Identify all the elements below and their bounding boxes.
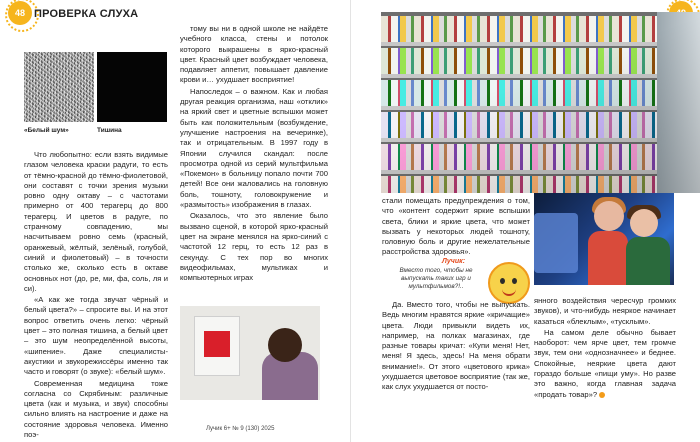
left-column-1 <box>24 150 168 440</box>
caption-silence: Тишина <box>97 127 122 134</box>
paragraph: Напоследок – о важном. Как и любая другая реакция организма, наш «отклик» на яркий свет и цветные вспышки может быть как положительным (возбуждение, улучшение настроения на вечеринке), так и отрицательным. В 1997 году в Японии случился скандал: после просмотра одной из серий мультфильма «Покемон» в больницу попало почти 700 детей! Все они жаловались на головную боль, тошноту, головокружение и «размытость» изображения в глазах. <box>180 86 328 210</box>
footer-issue: Лучик 6+ № 9 (130) 2025 <box>206 426 275 432</box>
page-number-left <box>8 1 32 25</box>
mascot-mouth <box>502 289 516 296</box>
paragraph: Современная медицина тоже согласна со Скрябиным: различные цвета (как и музыка, и звук) способны сильно влиять на настроение и даже на состояние здоровья человека. Именно поэ- <box>24 378 168 440</box>
right-column-2 <box>534 296 676 400</box>
gallery-photo <box>180 306 320 400</box>
end-mark-icon <box>599 392 605 398</box>
luchik-sidebar <box>382 258 530 298</box>
paragraph: Да. Вместо того, чтобы не выпускать. Ведь многим нравятся яркие «кричащие» цвета. Люди привыкли видеть их, например, на полках магазинах, где разные товары кричат: «Купи меня! Нет, меня! Я здесь, здесь! На меня обрати внимание!». От этого «цветового крика» ухудшается цветовое восприятие (так же, как слух ухудшается от посто- <box>382 300 530 392</box>
paragraph: тому вы ни в одной школе не найдёте учебного класса, стены и потолок которого выкрашены в ярко-красный цвет. Красный цвет возбуждает человека, подавляет аппетит, повышает давление крови и… ухудшает восприятие! <box>180 24 328 85</box>
paragraph <box>534 328 676 400</box>
painting-frame <box>194 316 240 376</box>
paragraph: янного воздействия чересчур громких звуков), и что-нибудь неяркое начинает казаться «блеклым», «тусклым». <box>534 296 676 326</box>
section-header: ПРОВЕРКА СЛУХА <box>34 8 139 20</box>
caption-white-noise: «Белый шум» <box>24 127 69 134</box>
right-column-1-bottom <box>382 300 530 393</box>
mascot-eye <box>500 278 505 284</box>
luchik-name: Лучик: <box>442 258 466 265</box>
supermarket-shelf-photo <box>381 12 700 193</box>
child-face <box>630 209 658 237</box>
paragraph: «А как же тогда звучат чёрный и белый цвета?» – спросите вы. И на этот вопрос ответить очень легко: чёрный цвет – это полная тишина, а белый цвет – это шум неопределённой высоты, «шипение». Даже специалисты-акустики и звукорежиссёры именно так часто и говорят (о звуке): «белый шум». <box>24 295 168 377</box>
left-column-2 <box>180 24 328 283</box>
child-face <box>594 201 624 231</box>
luchik-question: Вместо того, чтобы не выпускать таких игр и мультфильмов?!.. <box>399 267 473 290</box>
luchik-mascot-icon <box>488 262 530 304</box>
paragraph: Что любопытно: если взять видимые глазом человека краски радуги, то есть от тёмно-красной до тёмно-фиолетовой, они составят с точки зрения музыки ровно одну октаву – с частотами примерно от 400 терагерц до 800 терагерц. И цветов в радуге, по странному совпадению, мы насчитываем ровно семь (красный, оранжевый, жёлтый, зелёный, голубой, синий и фиолетовый) – в точности столько же, сколько есть в октаве основных нот (до, ре, ми, фа, соль, ля и си). <box>24 150 168 293</box>
children-tv-photo <box>534 193 674 285</box>
red-square-painting <box>204 331 230 357</box>
tv-screen-glow <box>534 213 578 273</box>
mascot-eye <box>512 278 517 284</box>
right-column-1-top: стали помещать предупреждения о том, что «контент содержит яркие вспышки света, блики и яркие цвета, что может вызвать у некоторых людей тошноту, головную боль и другие нежелательные расстройства здоровья». <box>382 196 530 257</box>
paragraph: Оказалось, что это явление было вызвано сценой, в которой ярко-красный цвет на экране менялся на ярко-синий с частотой 12 герц, то есть 12 раз в секунду. С тех пор во многих видеофильмах, мультиках и компьютерных играх <box>180 211 328 283</box>
page-number-left-text: 48 <box>14 8 25 18</box>
photo-shading <box>381 12 700 193</box>
visitor-head <box>268 328 302 362</box>
silence-image <box>97 52 167 122</box>
child-figure <box>588 231 628 285</box>
paragraph-text: На самом деле обычно бывает наоборот: чем ярче цвет, тем громче звук, тем они «однозначнее» и беднее. Спокойные, неяркие цвета дают гораздо больше «пищи уму». Но разве это важно, когда главная задача «продать товар»? <box>534 327 676 399</box>
child-figure <box>626 237 670 285</box>
white-noise-image <box>24 52 94 122</box>
